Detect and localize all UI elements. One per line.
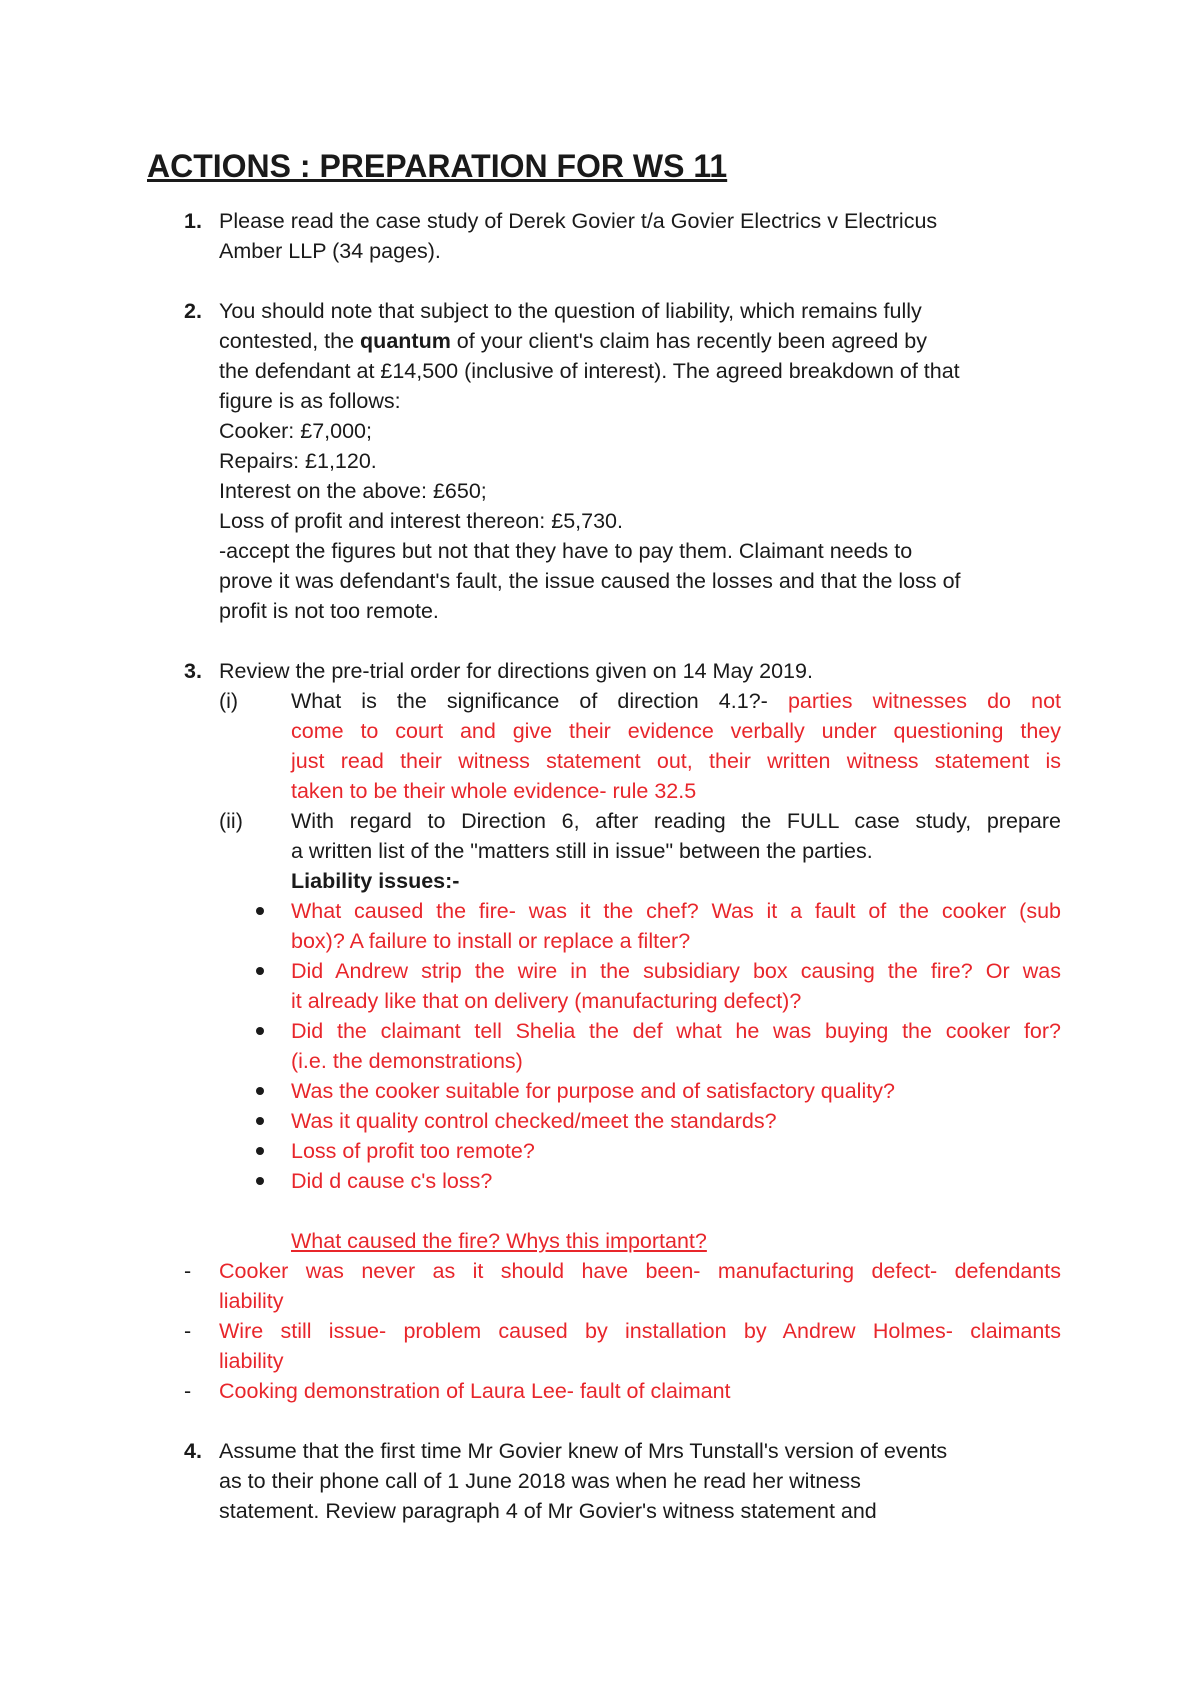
action-item-4: [0, 1436, 1061, 1526]
bullet-icon: [256, 1027, 264, 1035]
bullet-item: What caused the fire- was it the chef? Was it a fault of the cooker (sub box)? A failure to install or replace a filter?: [0, 896, 1061, 956]
item-number: 3.: [184, 659, 202, 683]
text-line: Please read the case study of Derek Govier t/a Govier Electrics v Electricus: [219, 209, 938, 233]
red-annotation: just read their witness statement out, their written witness statement is: [291, 749, 1061, 773]
bullet-icon: [256, 907, 264, 915]
note-line: prove it was defendant's fault, the issue caused the losses and that the loss of: [219, 569, 961, 593]
dash-icon: -: [184, 1379, 192, 1403]
action-item-2: [0, 296, 1061, 626]
breakdown-cooker: Cooker: £7,000;: [219, 419, 372, 443]
item-number: 2.: [184, 299, 202, 323]
text-line: contested, the quantum of your client's claim has recently been agreed by: [219, 329, 927, 353]
text-line: a written list of the "matters still in issue" between the parties.: [291, 839, 873, 863]
dash-item: - Wire still issue- problem caused by installation by Andrew Holmes- claimants liability: [0, 1316, 1061, 1376]
bullet-icon: [256, 967, 264, 975]
bullet-item: Was it quality control checked/meet the standards?: [0, 1106, 1061, 1136]
note-line: profit is not too remote.: [219, 599, 439, 623]
text-line: as to their phone call of 1 June 2018 was when he read her witness: [219, 1469, 861, 1493]
fire-heading: What caused the fire? Whys this important?: [291, 1229, 707, 1253]
bullet-icon: [256, 1087, 264, 1095]
bullet-item: Did Andrew strip the wire in the subsidiary box causing the fire? Or was it already like that on delivery (manufacturing defect)?: [0, 956, 1061, 1016]
text-line: With regard to Direction 6, after reading the FULL case study, prepare: [291, 809, 1061, 833]
note-line: -accept the figures but not that they have to pay them. Claimant needs to: [219, 539, 913, 563]
text-line: Amber LLP (34 pages).: [219, 239, 441, 263]
red-annotation: come to court and give their evidence verbally under questioning they: [291, 719, 1061, 743]
breakdown-repairs: Repairs: £1,120.: [219, 449, 377, 473]
text-line: figure is as follows:: [219, 389, 401, 413]
bullet-icon: [256, 1147, 264, 1155]
bullet-item: Loss of profit too remote?: [0, 1136, 1061, 1166]
item-number: 4.: [184, 1439, 202, 1463]
text-line: Review the pre-trial order for directions given on 14 May 2019.: [219, 659, 813, 683]
dash-item: - Cooker was never as it should have been- manufacturing defect- defendants liability: [0, 1256, 1061, 1316]
red-annotation: parties witnesses do not: [787, 689, 1062, 713]
dash-item: - Cooking demonstration of Laura Lee- fault of claimant: [0, 1376, 1061, 1406]
item-number: 1.: [184, 209, 202, 233]
bullet-item: Was the cooker suitable for purpose and of satisfactory quality?: [0, 1076, 1061, 1106]
action-item-1: [0, 206, 1061, 266]
sub-question-i: [0, 686, 1061, 806]
text-line: What is the significance of direction 4.1?- parties witnesses do not: [291, 689, 1062, 713]
quantum-term: quantum: [360, 329, 451, 353]
breakdown-loss-of-profit: Loss of profit and interest thereon: £5,730.: [219, 509, 623, 533]
sub-question-ii: [0, 806, 1061, 896]
bullet-icon: [256, 1177, 264, 1185]
dash-icon: -: [184, 1319, 192, 1343]
sub-label: (ii): [219, 809, 243, 833]
red-annotation: taken to be their whole evidence- rule 32.5: [291, 779, 697, 803]
sub-label: (i): [219, 689, 239, 713]
bullet-item: Did the claimant tell Shelia the def what he was buying the cooker for? (i.e. the demonstrations): [0, 1016, 1061, 1076]
bullet-icon: [256, 1117, 264, 1125]
text-line: You should note that subject to the question of liability, which remains fully: [219, 299, 922, 323]
bullet-item: Did d cause c's loss?: [0, 1166, 1061, 1196]
text-line: statement. Review paragraph 4 of Mr Govier's witness statement and: [219, 1499, 877, 1523]
breakdown-interest: Interest on the above: £650;: [219, 479, 487, 503]
liability-issues-heading: Liability issues:-: [291, 869, 460, 893]
text-line: Assume that the first time Mr Govier knew of Mrs Tunstall's version of events: [219, 1439, 948, 1463]
fire-heading-row: [0, 1226, 1061, 1256]
action-item-3: [0, 656, 1061, 686]
dash-icon: -: [184, 1259, 192, 1283]
document-title: ACTIONS : PREPARATION FOR WS 11: [147, 148, 728, 184]
document-body: [0, 206, 1200, 1526]
text-line: the defendant at £14,500 (inclusive of interest). The agreed breakdown of that: [219, 359, 960, 383]
